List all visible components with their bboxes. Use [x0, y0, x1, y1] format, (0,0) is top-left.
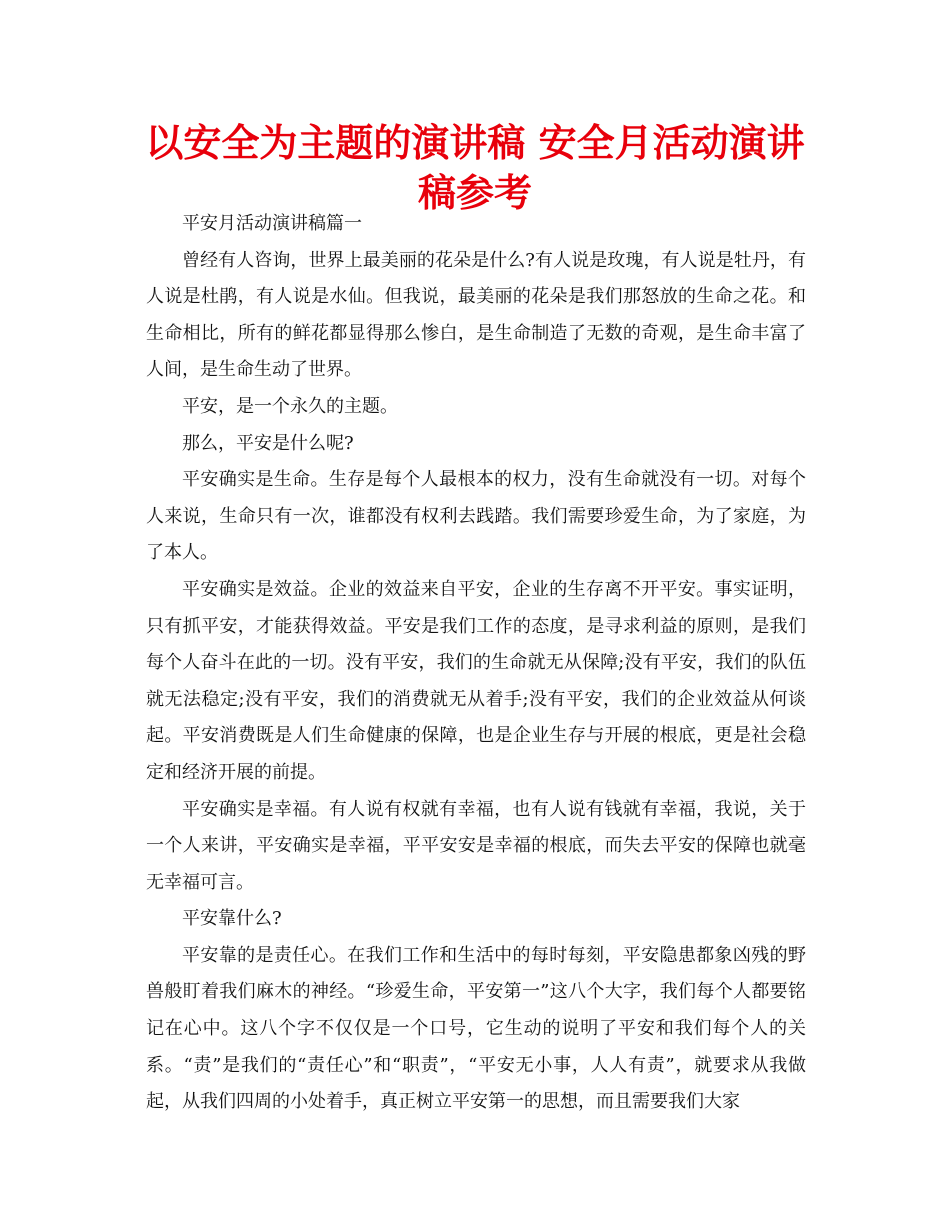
paragraph: 平安确实是效益。企业的效益来自平安，企业的生存离不开平安。事实证明，只有抓平安，才能获得效益。平安是我们工作的态度，是寻求利益的原则，是我们每个人奋斗在此的一切。没有平安，我们的生命就无从保障;没有平安，我们的队伍就无法稳定;没有平安，我们的消费就无从着手;没有平安，我们的企业效益从何谈起。平安消费既是人们生命健康的保障，也是企业生存与开展的根底，更是社会稳定和经济开展的前提。 — [146, 578, 806, 783]
paragraph: 平安确实是幸福。有人说有权就有幸福，也有人说有钱就有幸福，我说，关于一个人来讲，平安确实是幸福，平平安安是幸福的根底，而失去平安的保障也就毫无幸福可言。 — [146, 798, 806, 893]
paragraph: 曾经有人咨询，世界上最美丽的花朵是什么?有人说是玫瑰，有人说是牡丹，有人说是杜鹃，有人说是水仙。但我说，最美丽的花朵是我们那怒放的生命之花。和生命相比，所有的鲜花都显得那么惨白，是生命制造了无数的奇观，是生命丰富了人间，是生命生动了世界。 — [146, 249, 806, 381]
paragraph: 那么，平安是什么呢? — [182, 432, 354, 454]
document-title: 以安全为主题的演讲稿 安全月活动演讲稿参考 — [145, 121, 805, 215]
paragraph: 平安确实是生命。生存是每个人最根本的权力，没有生命就没有一切。对每个人来说，生命只有一次，谁都没有权利去践踏。我们需要珍爱生命，为了家庭，为了本人。 — [146, 469, 806, 564]
paragraph: 平安靠的是责任心。在我们工作和生活中的每时每刻，平安隐患都象凶残的野兽般盯着我们麻木的神经。“珍爱生命，平安第一”这八个大字，我们每个人都要铭记在心中。这八个字不仅仅是一个口号，它生动的说明了平安和我们每个人的关系。“责”是我们的“责任心”和“职责”，“平安无小事，人人有责”，就要求从我做起，从我们四周的小处着手，真正树立平安第一的思想，而且需要我们大家 — [146, 944, 806, 1113]
paragraph: 平安靠什么? — [182, 908, 282, 930]
paragraph: 平安，是一个永久的主题。 — [182, 395, 398, 417]
section-heading: 平安月活动演讲稿篇一 — [182, 213, 362, 234]
document-body — [146, 206, 806, 1121]
